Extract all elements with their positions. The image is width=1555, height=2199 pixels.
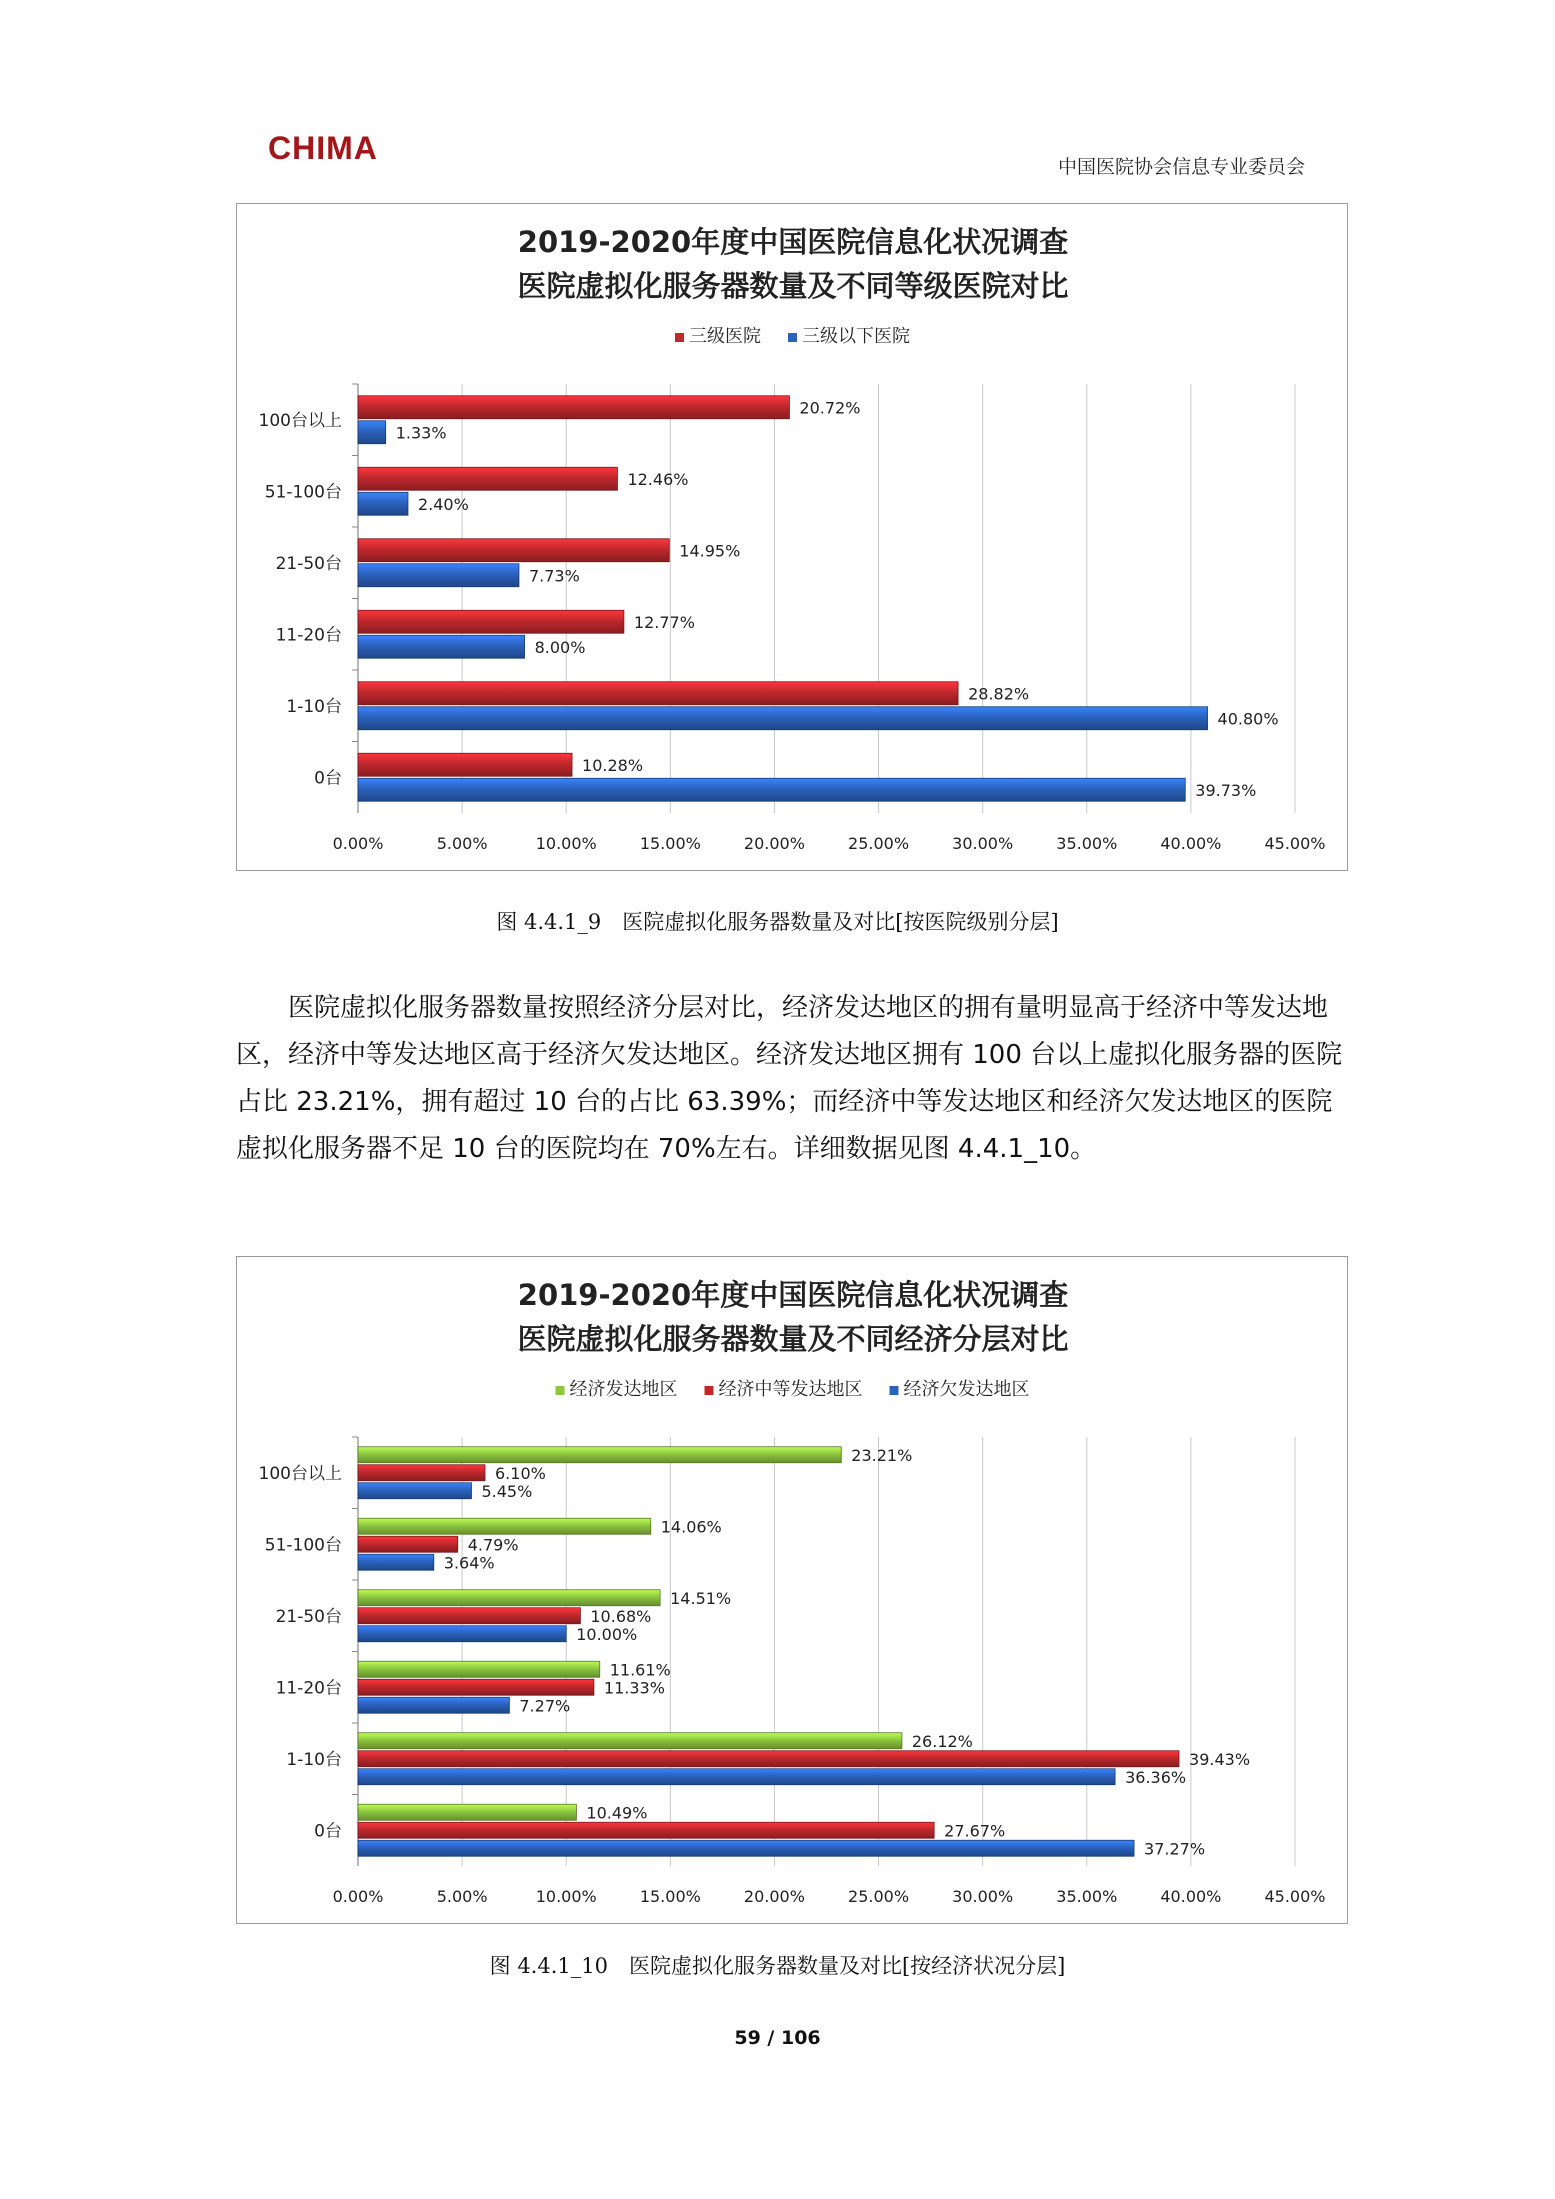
data-label: 1.33%: [395, 423, 447, 443]
data-label: 23.21%: [851, 1445, 913, 1465]
chart-economic-level-svg: [237, 1257, 1349, 1925]
legend-label: 经济欠发达地区: [903, 1379, 1030, 1400]
bar: [358, 635, 525, 658]
chart-hospital-level-svg: [237, 204, 1349, 872]
bar: [358, 753, 572, 776]
x-tick-label: 40.00%: [1160, 1887, 1222, 1906]
legend-label: 经济发达地区: [569, 1379, 678, 1400]
x-tick-label: 35.00%: [1056, 834, 1118, 853]
data-label: 7.27%: [519, 1696, 571, 1716]
chima-logo: CHIMA: [268, 130, 378, 166]
bar: [358, 1554, 434, 1570]
data-label: 10.49%: [586, 1803, 648, 1823]
y-category-label: 100台以上: [258, 1463, 342, 1484]
bar: [358, 1733, 902, 1749]
bar: [358, 1751, 1179, 1767]
data-label: 8.00%: [534, 637, 586, 657]
data-label: 7.73%: [528, 566, 580, 586]
bar: [358, 1465, 485, 1481]
data-label: 14.95%: [679, 541, 741, 561]
bar: [358, 467, 617, 490]
x-tick-label: 35.00%: [1056, 1887, 1118, 1906]
data-label: 10.28%: [582, 755, 644, 775]
bar: [358, 1590, 660, 1606]
data-label: 14.06%: [660, 1517, 722, 1537]
bar: [358, 1697, 509, 1713]
x-tick-label: 40.00%: [1160, 834, 1222, 853]
paragraph-text: 医院虚拟化服务器数量按照经济分层对比，经济发达地区的拥有量明显高于经济中等发达地区，经济中等发达地区高于经济欠发达地区。经济发达地区拥有 100 台以上虚拟化服务器的医院占比 23.21%，拥有超过 10 台的占比 63.39%；而经济中等发达地区和经济欠发达地区的医院虚拟化服务器不足 10 台的医院均在 70%左右。详细数据见图 4.4.1_10。: [236, 993, 1343, 1164]
data-label: 28.82%: [968, 684, 1030, 704]
x-tick-label: 10.00%: [535, 1887, 597, 1906]
chart-title-line2: 医院虚拟化服务器数量及不同等级医院对比: [517, 269, 1069, 303]
data-label: 3.64%: [443, 1553, 495, 1573]
data-label: 11.61%: [609, 1660, 671, 1680]
data-label: 12.77%: [633, 612, 695, 632]
chart-title-line2: 医院虚拟化服务器数量及不同经济分层对比: [517, 1322, 1069, 1356]
figure-caption-2: 图 4.4.1_10 医院虚拟化服务器数量及对比[按经济状况分层]: [489, 1954, 1066, 1978]
x-tick-label: 45.00%: [1264, 834, 1326, 853]
page-number: 59 / 106: [734, 2027, 821, 2049]
bar: [358, 1804, 576, 1820]
x-tick-label: 5.00%: [436, 1887, 488, 1906]
organization-name: 中国医院协会信息专业委员会: [1057, 156, 1305, 178]
legend-label: 三级以下医院: [802, 326, 910, 347]
bar: [358, 778, 1185, 801]
data-label: 20.72%: [799, 398, 861, 418]
y-category-label: 0台: [314, 1821, 342, 1842]
y-category-label: 1-10台: [286, 1749, 342, 1770]
data-label: 6.10%: [495, 1463, 546, 1483]
bar: [358, 1536, 458, 1552]
data-label: 11.33%: [603, 1678, 665, 1698]
x-tick-label: 20.00%: [743, 1887, 805, 1906]
x-tick-label: 15.00%: [639, 834, 701, 853]
y-category-label: 51-100台: [264, 482, 342, 503]
legend-label: 经济中等发达地区: [718, 1379, 863, 1400]
y-category-label: 1-10台: [286, 696, 342, 717]
x-tick-label: 5.00%: [436, 834, 488, 853]
bar: [358, 1608, 580, 1624]
bar: [358, 610, 624, 633]
bar: [358, 707, 1208, 730]
bar: [358, 1840, 1134, 1856]
chart-economic-level: [236, 1256, 1348, 1924]
bar: [358, 1447, 841, 1463]
y-category-label: 11-20台: [275, 625, 342, 646]
bar: [358, 1769, 1115, 1785]
x-tick-label: 0.00%: [332, 1887, 384, 1906]
legend-swatch: [705, 1386, 714, 1395]
bar: [358, 1661, 600, 1677]
bar: [358, 1822, 934, 1838]
data-label: 4.79%: [467, 1535, 519, 1555]
data-label: 14.51%: [670, 1588, 732, 1608]
bar: [358, 396, 789, 419]
bar: [358, 539, 669, 562]
bar: [358, 1626, 566, 1642]
y-category-label: 21-50台: [275, 1606, 342, 1627]
legend-swatch: [890, 1386, 899, 1395]
legend-label: 三级医院: [689, 326, 761, 347]
bar: [358, 492, 408, 515]
x-tick-label: 15.00%: [639, 1887, 701, 1906]
data-label: 2.40%: [417, 494, 469, 514]
data-label: 39.43%: [1189, 1749, 1251, 1769]
y-category-label: 21-50台: [275, 553, 342, 574]
data-label: 40.80%: [1217, 709, 1279, 729]
x-tick-label: 25.00%: [848, 1887, 910, 1906]
data-label: 36.36%: [1125, 1767, 1187, 1787]
y-category-label: 11-20台: [275, 1678, 342, 1699]
x-tick-label: 0.00%: [332, 834, 384, 853]
data-label: 10.00%: [576, 1624, 638, 1644]
data-label: 5.45%: [481, 1481, 533, 1501]
data-label: 27.67%: [944, 1821, 1006, 1841]
x-tick-label: 25.00%: [848, 834, 910, 853]
data-label: 26.12%: [911, 1731, 973, 1751]
x-tick-label: 30.00%: [952, 834, 1014, 853]
bar: [358, 1518, 651, 1534]
chart-hospital-level: [236, 203, 1348, 871]
y-category-label: 100台以上: [258, 410, 342, 431]
x-tick-label: 20.00%: [743, 834, 805, 853]
bar: [358, 682, 958, 705]
y-category-label: 0台: [314, 768, 342, 789]
data-label: 10.68%: [590, 1606, 652, 1626]
legend-swatch: [788, 333, 797, 342]
bar: [358, 1483, 471, 1499]
chart-title-line1: 2019-2020年度中国医院信息化状况调查: [517, 1278, 1069, 1312]
figure-caption-1: 图 4.4.1_9 医院虚拟化服务器数量及对比[按医院级别分层]: [496, 910, 1059, 934]
body-paragraph: [236, 985, 1348, 1173]
x-tick-label: 30.00%: [952, 1887, 1014, 1906]
legend-swatch: [556, 1386, 565, 1395]
y-category-label: 51-100台: [264, 1535, 342, 1556]
bar: [358, 564, 519, 587]
data-label: 37.27%: [1144, 1839, 1206, 1859]
bar: [358, 421, 386, 444]
legend-swatch: [675, 333, 684, 342]
data-label: 39.73%: [1195, 780, 1257, 800]
x-tick-label: 45.00%: [1264, 1887, 1326, 1906]
x-tick-label: 10.00%: [535, 834, 597, 853]
data-label: 12.46%: [627, 469, 689, 489]
bar: [358, 1679, 594, 1695]
chart-title-line1: 2019-2020年度中国医院信息化状况调查: [517, 225, 1069, 259]
